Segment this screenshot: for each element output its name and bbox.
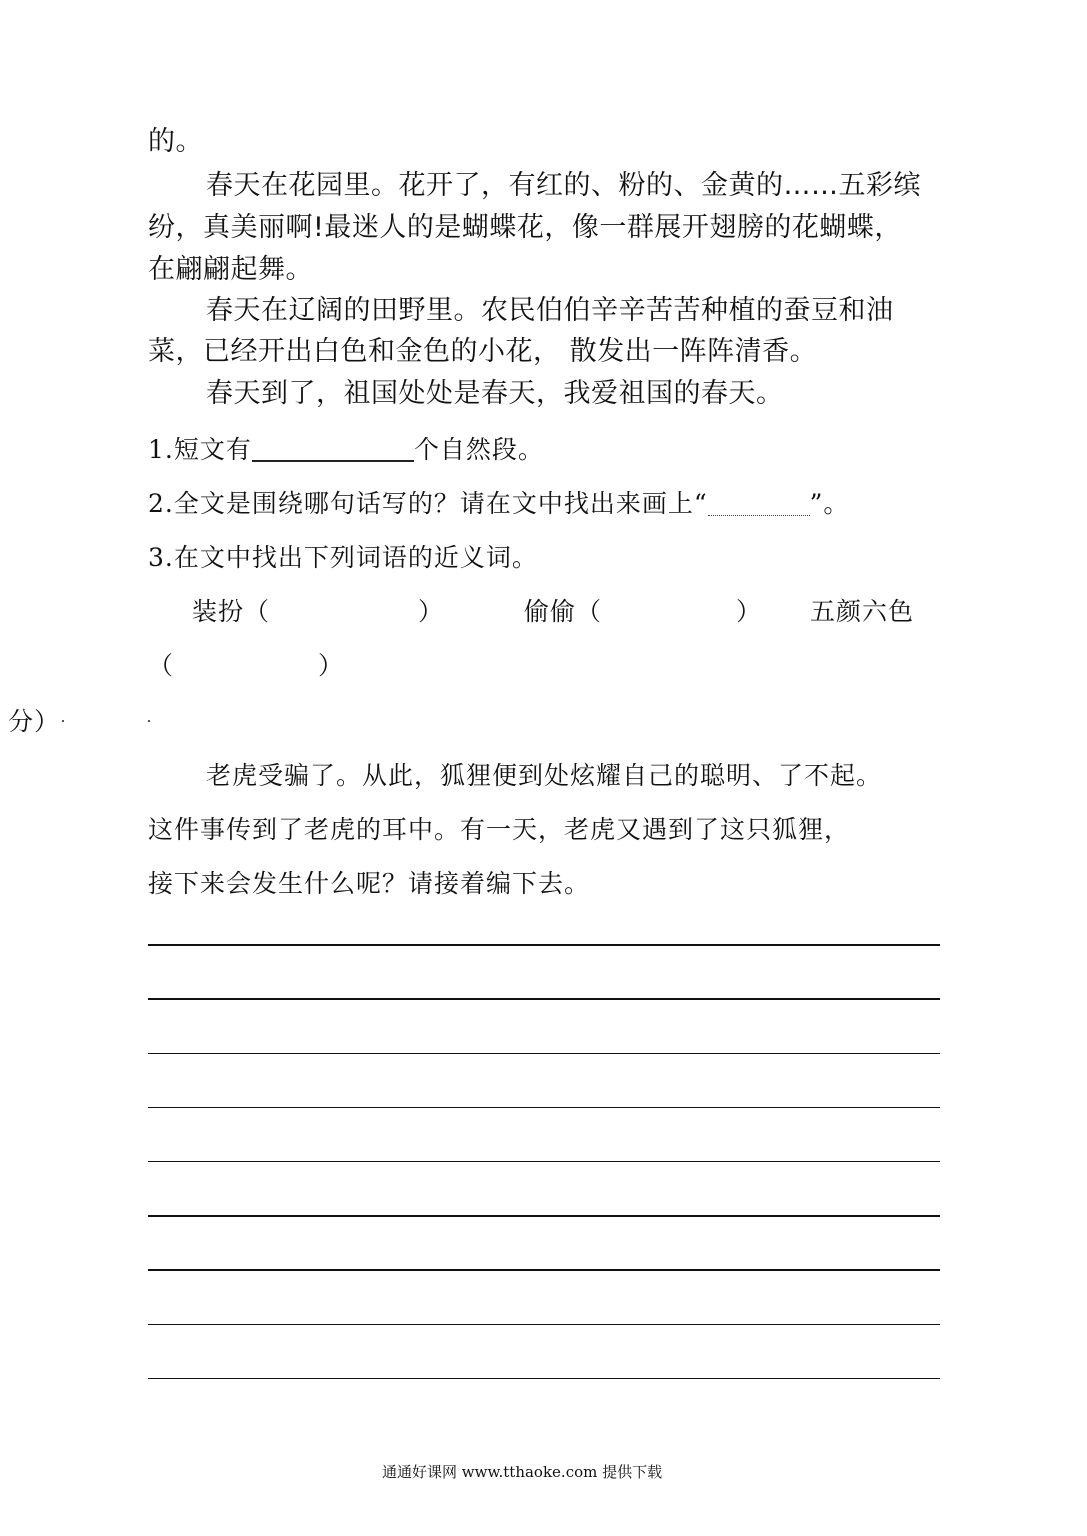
writing-line[interactable] bbox=[148, 1378, 940, 1379]
paren-close: ） bbox=[318, 651, 345, 680]
synonym-word-3: 五颜六色 bbox=[810, 597, 915, 626]
synonym-item-2 bbox=[524, 592, 602, 628]
paren-close: ） bbox=[736, 597, 763, 626]
synonym-word-2: 偷偷 bbox=[524, 597, 577, 626]
paren-open: （ bbox=[576, 597, 603, 626]
question-3: 3.在文中找出下列词语的近义词。 bbox=[148, 543, 538, 572]
writing-line[interactable] bbox=[148, 1324, 940, 1325]
synonym-item-1 bbox=[192, 592, 270, 628]
passage-para2-line3: 在翩翩起舞。 bbox=[148, 254, 313, 285]
passage-para2-line1: 春天在花园里。花开了，有红的、粉的、金黄的……五彩缤 bbox=[206, 170, 921, 201]
question-1-answer-blank[interactable] bbox=[252, 436, 414, 462]
question-2-suffix: ”。 bbox=[809, 489, 850, 518]
stray-dot bbox=[148, 720, 150, 722]
writing-prompt-line3: 接下来会发生什么呢？请接着编下去。 bbox=[148, 869, 591, 898]
passage-para3-line2: 菜，已经开出白色和金色的小花， 散发出一阵阵清香。 bbox=[148, 336, 818, 367]
question-2 bbox=[148, 484, 849, 520]
section-score-fragment: 分） bbox=[8, 707, 61, 736]
writing-line[interactable] bbox=[148, 1161, 940, 1162]
passage-para4: 春天到了，祖国处处是春天，我爱祖国的春天。 bbox=[206, 378, 784, 409]
writing-line[interactable] bbox=[148, 1053, 940, 1054]
passage-line-top: 的。 bbox=[148, 126, 203, 157]
writing-line[interactable] bbox=[148, 944, 940, 946]
question-2-prefix: 2.全文是围绕哪句话写的？请在文中找出来画上“ bbox=[148, 489, 708, 518]
writing-line[interactable] bbox=[148, 998, 940, 1000]
writing-line[interactable] bbox=[148, 1269, 940, 1271]
question-1-suffix: 个自然段。 bbox=[413, 435, 544, 464]
passage-para2-line2: 纷，真美丽啊!最迷人的是蝴蝶花，像一群展开翅膀的花蝴蝶， bbox=[148, 212, 902, 243]
stray-dot bbox=[62, 720, 64, 722]
paren-open: （ bbox=[244, 597, 271, 626]
passage-para3-line1: 春天在辽阔的田野里。农民伯伯辛辛苦苦种植的蚕豆和油 bbox=[206, 295, 894, 326]
paren-open: （ bbox=[148, 651, 175, 680]
wavy-underline-mark bbox=[708, 491, 810, 516]
question-1 bbox=[148, 430, 544, 466]
writing-line[interactable] bbox=[148, 1107, 940, 1108]
question-1-prefix: 1.短文有 bbox=[148, 435, 252, 464]
writing-line[interactable] bbox=[148, 1215, 940, 1217]
synonym-word-1: 装扮 bbox=[192, 597, 245, 626]
footer-text: 通通好课网 www.tthaoke.com 提供下载 bbox=[382, 1463, 663, 1481]
paren-close: ） bbox=[418, 597, 445, 626]
writing-prompt-line1: 老虎受骗了。从此，狐狸便到处炫耀自己的聪明、了不起。 bbox=[206, 761, 883, 790]
writing-prompt-line2: 这件事传到了老虎的耳中。有一天，老虎又遇到了这只狐狸， bbox=[148, 815, 851, 844]
